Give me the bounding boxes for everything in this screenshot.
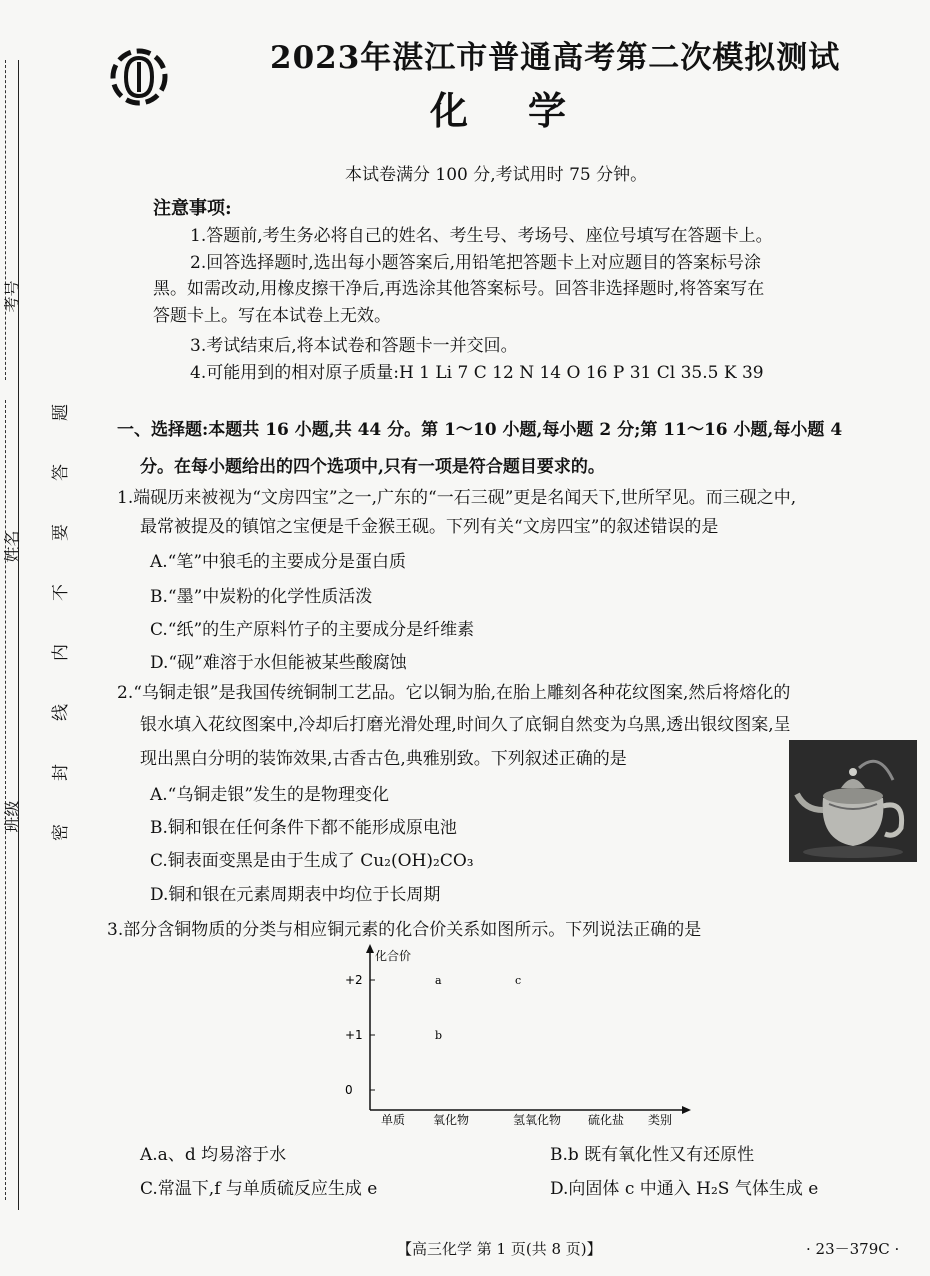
valence-chart [335, 940, 705, 1135]
q1-option-c: C.“纸”的生产原料竹子的主要成分是纤维素 [150, 620, 475, 640]
notice-line: 答题卡上。写在本试卷上无效。 [153, 306, 391, 326]
page-footer: 【高三化学 第 1 页(共 8 页)】 [397, 1240, 602, 1258]
q1-stem-cont: 最常被提及的镇馆之宝便是千金猴王砚。下列有关“文房四宝”的叙述错误的是 [140, 517, 719, 537]
notice-line: 3.考试结束后,将本试卷和答题卡一并交回。 [190, 336, 518, 356]
seal-char: 题 [51, 404, 71, 421]
point-label-c: c [515, 974, 522, 987]
x-axis-arrow-icon [682, 1106, 691, 1114]
q2-option-a: A.“乌铜走银”发生的是物理变化 [150, 785, 390, 805]
q3-option-b: B.b 既有氧化性又有还原性 [550, 1145, 755, 1165]
q2-stem-cont: 现出黑白分明的装饰效果,古香古色,典雅别致。下列叙述正确的是 [140, 749, 627, 769]
q2-option-d: D.铜和银在元素周期表中均位于长周期 [150, 885, 441, 905]
teapot-photo [789, 740, 917, 862]
paper-code: · 23－379C · [806, 1240, 900, 1258]
x-category-label: 单质 [381, 1113, 406, 1127]
seal-char: 不 [51, 584, 71, 601]
y-tick-label: 0 [345, 1083, 353, 1097]
q2-stem-cont: 银水填入花纹图案中,冷却后打磨光滑处理,时间久了底铜自然变为乌黑,透出银纹图案,呈 [140, 715, 791, 735]
exam-title: 2023年湛江市普通高考第二次模拟测试 [270, 40, 841, 76]
seal-char: 答 [51, 464, 71, 481]
q3-option-d: D.向固体 c 中通入 H₂S 气体生成 e [550, 1179, 819, 1199]
q1-stem: 1.端砚历来被视为“文房四宝”之一,广东的“一石三砚”更是名闻天下,世所罕见。而三砚之中, [117, 488, 797, 508]
binding-line [18, 60, 19, 1210]
x-category-label: 氢氧化物 [513, 1113, 562, 1127]
notice-line: 黑。如需改动,用橡皮擦干净后,再选涂其他答案标号。回答非选择题时,将答案写在 [153, 279, 765, 299]
name-label: 姓名 [2, 530, 22, 563]
seal-char: 线 [51, 704, 71, 721]
x-axis-label: 类别 [648, 1113, 673, 1127]
margin-dashes [5, 60, 6, 380]
q3-option-c: C.常温下,f 与单质硫反应生成 e [140, 1179, 378, 1199]
point-label-b: b [435, 1029, 443, 1042]
seal-char: 密 [51, 824, 71, 841]
x-category-label: 硫化盐 [588, 1113, 625, 1127]
q2-option-c: C.铜表面变黑是由于生成了 Cu₂(OH)₂CO₃ [150, 851, 474, 871]
x-category-label: 氧化物 [433, 1113, 470, 1127]
q1-option-d: D.“砚”难溶于水但能被某些酸腐蚀 [150, 653, 407, 673]
subject-title: 化学 [430, 88, 627, 133]
y-tick-label: +1 [345, 1028, 363, 1042]
seal-char: 内 [51, 644, 71, 661]
notice-heading: 注意事项: [153, 198, 232, 219]
y-tick-label: +2 [345, 973, 363, 987]
y-axis-label: 化合价 [375, 949, 412, 963]
section-heading-cont: 分。在每小题给出的四个选项中,只有一项是符合题目要求的。 [140, 457, 605, 477]
class-label: 班级 [2, 800, 22, 833]
notice-line: 4.可能用到的相对原子质量:H 1 Li 7 C 12 N 14 O 16 P 31 Cl 35.5 K 39 [190, 363, 764, 383]
point-label-a: a [435, 974, 442, 987]
section-heading: 一、选择题:本题共 16 小题,共 44 分。第 1～10 小题,每小题 2 分;第 11～16 小题,每小题 4 [117, 420, 843, 440]
logo-icon [108, 46, 170, 108]
notice-line: 1.答题前,考生务必将自己的姓名、考生号、考场号、座位号填写在答题卡上。 [190, 226, 773, 246]
y-axis-arrow-icon [366, 944, 374, 953]
q3-stem: 3.部分含铜物质的分类与相应铜元素的化合价关系如图所示。下列说法正确的是 [107, 920, 702, 940]
exam-info: 本试卷满分 100 分,考试用时 75 分钟。 [345, 165, 648, 185]
notice-line: 2.回答选择题时,选出每小题答案后,用铅笔把答题卡上对应题目的答案标号涂 [190, 253, 762, 273]
q2-stem: 2.“乌铜走银”是我国传统铜制工艺品。它以铜为胎,在胎上雕刻各种花纹图案,然后将熔化的 [117, 683, 791, 703]
seal-char: 封 [51, 764, 71, 781]
exam-number-label: 考号 [2, 280, 22, 313]
q1-option-b: B.“墨”中炭粉的化学性质活泼 [150, 587, 373, 607]
q1-option-a: A.“笔”中狼毛的主要成分是蛋白质 [150, 552, 407, 572]
q3-option-a: A.a、d 均易溶于水 [140, 1145, 287, 1165]
seal-char: 要 [51, 524, 71, 541]
q2-option-b: B.铜和银在任何条件下都不能形成原电池 [150, 818, 457, 838]
